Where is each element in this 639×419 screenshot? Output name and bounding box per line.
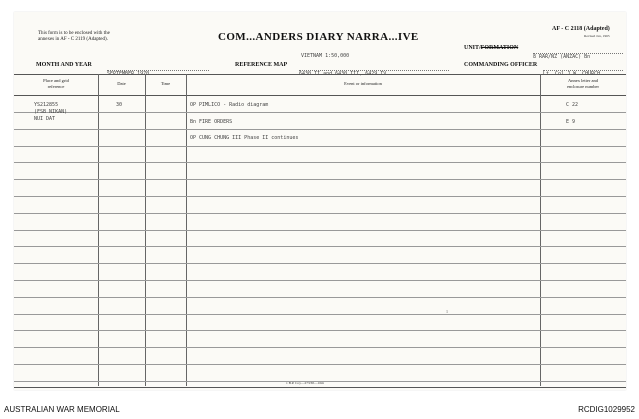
entry-annex-1: C 22 xyxy=(566,102,579,108)
unit-label xyxy=(464,45,518,51)
table-rule-line xyxy=(14,330,626,331)
column-header-event: Event or information xyxy=(344,81,382,86)
month-year-value: SEPTEMBER 1970 xyxy=(107,71,150,77)
table-rule-line xyxy=(14,246,626,247)
reference-map-line1: VIETNAM 1:50,000 xyxy=(301,53,350,59)
unit-label-prefix: UNIT/ xyxy=(464,45,481,51)
table-rule-line xyxy=(14,314,626,315)
table-rule-line xyxy=(14,230,626,231)
reference-map-field xyxy=(299,62,449,77)
table-rule-line xyxy=(14,112,626,113)
month-year-field xyxy=(107,62,209,77)
footer-record-id: RCDIG1029952 xyxy=(578,405,635,414)
enclosure-note-line2: annexes in AF - C 2119 (Adapted). xyxy=(38,37,108,42)
entry-event-1: OP PIMLICO - Radio diagram xyxy=(190,102,269,108)
header-separator xyxy=(14,95,626,96)
column-header-annex-line2: enclosure number xyxy=(566,83,600,89)
month-year-label: MONTH AND YEAR xyxy=(36,62,92,68)
table-rule-line xyxy=(14,364,626,365)
unit-label-struck: FORMATION xyxy=(480,45,519,51)
table-rule-line xyxy=(14,196,626,197)
entry-event-2: Bn FIRE ORDERS xyxy=(190,119,233,125)
column-header-date: Date xyxy=(117,81,126,86)
entry-annex-2: E 9 xyxy=(566,119,576,125)
table-rule-line xyxy=(14,162,626,163)
entry-event-3: OP CUNG CHUNG III Phase II continues xyxy=(190,135,299,141)
commanding-officer-value: Lt. Col J.W. CHURCH xyxy=(543,71,601,77)
unit-value: 8 RAR/NZ (ANZAC) Bn xyxy=(533,54,591,60)
column-header-place-line2: reference xyxy=(47,83,65,89)
reference-map-line2: 6430 II and 6430 III, 6429 IV xyxy=(299,71,387,77)
enclosure-note-line1: This form is to be enclosed with the xyxy=(38,31,110,36)
revised-date: Revised Jan, 1965 xyxy=(584,34,610,38)
entry-place-line2: (FSB NIKAN) xyxy=(34,109,68,115)
commanding-officer-label: COMMANDING OFFICER xyxy=(464,62,538,68)
table-rule-line xyxy=(14,347,626,348)
reference-map-label: REFERENCE MAP xyxy=(235,62,288,68)
table-rule-line xyxy=(14,297,626,298)
column-header-place-line1: Place and grid xyxy=(43,78,69,83)
stray-mark: 1 xyxy=(446,309,448,314)
table-rule-line xyxy=(14,146,626,147)
table-rule-line xyxy=(14,129,626,130)
commanding-officer-field xyxy=(543,62,623,77)
entry-date: 30 xyxy=(116,102,123,108)
column-header-time: Time xyxy=(160,81,171,86)
column-header-annex-line1: Annex letter and xyxy=(568,78,598,83)
printer-line: 1 B.P. Coy—273/65—10m xyxy=(286,381,324,385)
form-title: COM...ANDERS DIARY NARRA...IVE xyxy=(218,31,419,43)
table-rule-line xyxy=(14,263,626,264)
form-id: AF - C 2118 (Adapted) xyxy=(552,26,610,32)
column-header-place xyxy=(14,78,98,89)
table-rule-line xyxy=(14,179,626,180)
entry-place-line3: NUI DAT xyxy=(34,116,56,122)
diary-sheet xyxy=(14,12,626,390)
column-header-annex xyxy=(540,78,626,89)
entry-place-line1: YS212855 xyxy=(34,102,59,108)
unit-field xyxy=(533,45,623,60)
table-rule-line xyxy=(14,213,626,214)
footer-archive-name: AUSTRALIAN WAR MEMORIAL xyxy=(4,405,120,414)
diary-table xyxy=(14,74,626,388)
table-rule-line xyxy=(14,280,626,281)
